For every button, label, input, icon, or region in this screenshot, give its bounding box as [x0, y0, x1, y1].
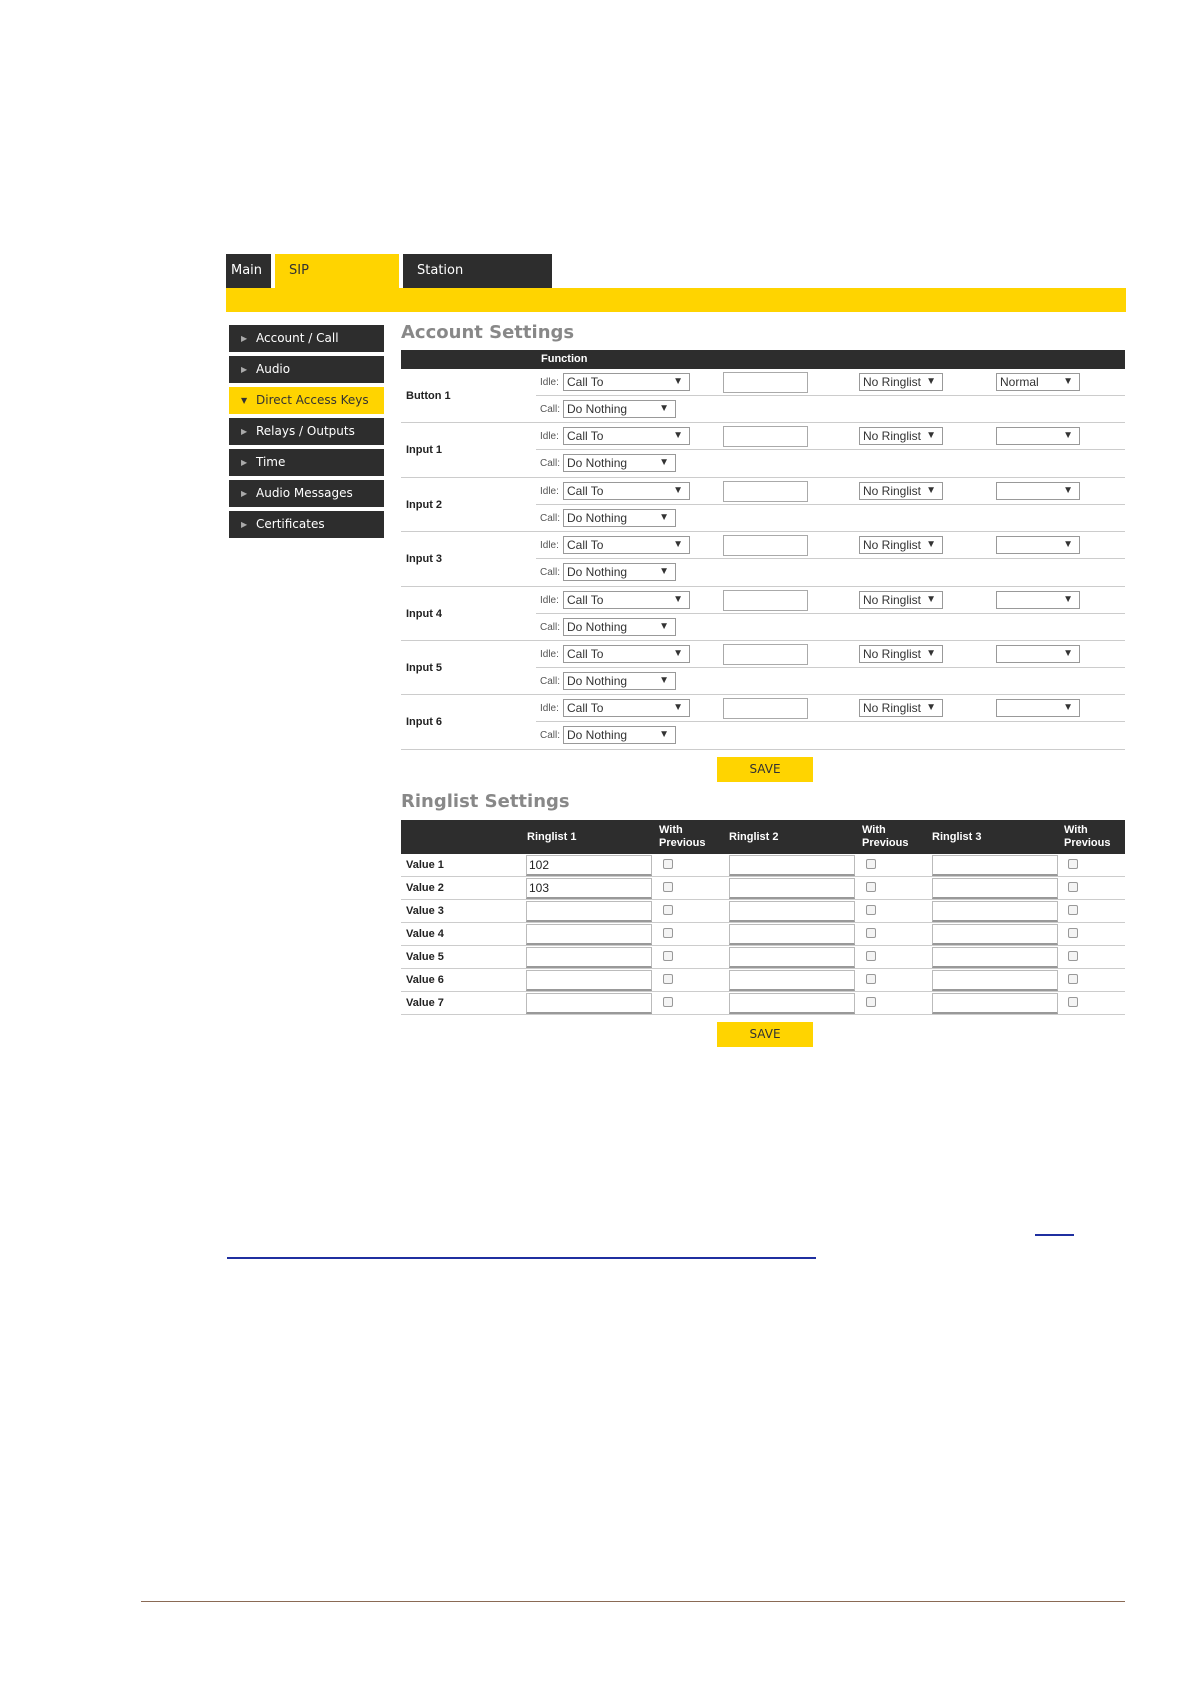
select-value: Call To — [567, 592, 604, 607]
select-value: No Ringlist — [863, 375, 922, 389]
ringlist-1-input[interactable] — [526, 993, 652, 1014]
idle-line — [536, 532, 1125, 559]
ringlist-1-input[interactable] — [526, 924, 652, 945]
ringlist-row — [401, 946, 1125, 969]
priority-select[interactable] — [996, 373, 1080, 391]
chevron-right-icon: ▶ — [241, 458, 248, 467]
dropdown-caret-icon: ▼ — [659, 729, 669, 741]
with-previous-2-checkbox[interactable] — [866, 859, 876, 869]
account-row — [401, 423, 1125, 477]
dropdown-caret-icon: ▼ — [659, 403, 669, 414]
idle-line — [536, 587, 1125, 614]
function-header: Function — [401, 350, 1125, 369]
tab-sip-configuration[interactable]: SIP — [275, 254, 399, 288]
idle-function-select[interactable] — [563, 591, 690, 609]
call-line — [536, 505, 1125, 532]
idle-function-select[interactable] — [563, 482, 690, 500]
priority-select[interactable] — [996, 591, 1080, 609]
with-previous-1-header: With Previous — [659, 824, 706, 849]
dropdown-caret-icon: ▼ — [926, 702, 936, 714]
dropdown-caret-icon: ▼ — [926, 647, 936, 659]
main-tabs — [226, 254, 556, 288]
account-row — [401, 532, 1125, 586]
ringlist-row — [401, 877, 1125, 900]
ringlist-2-input[interactable] — [729, 878, 855, 899]
ringlist-row — [401, 900, 1125, 923]
sidebar-item-time[interactable] — [229, 449, 384, 476]
with-previous-3-checkbox[interactable] — [1068, 905, 1078, 915]
priority-select[interactable] — [996, 645, 1080, 663]
ringlist-3-header: Ringlist 3 — [932, 830, 982, 843]
with-previous-2-checkbox[interactable] — [866, 951, 876, 961]
sidebar-item-account-call[interactable] — [229, 325, 384, 352]
dropdown-caret-icon: ▼ — [1063, 430, 1073, 442]
tab-underbar — [226, 288, 1126, 312]
call-prefix: Call: — [540, 621, 561, 633]
call-function-select[interactable] — [563, 454, 676, 472]
idle-function-select[interactable] — [563, 645, 690, 663]
sidebar-item-label: Audio Messages — [256, 486, 353, 500]
sidebar-item-label: Account / Call — [256, 331, 339, 345]
account-save-button[interactable]: SAVE — [717, 757, 813, 782]
chevron-down-icon: ▼ — [241, 396, 248, 405]
select-value: Do Nothing — [567, 402, 628, 416]
with-previous-2-checkbox[interactable] — [866, 974, 876, 984]
dropdown-caret-icon: ▼ — [926, 376, 936, 387]
ringlist-select[interactable] — [859, 536, 943, 554]
with-previous-3-checkbox[interactable] — [1068, 882, 1078, 892]
row-label: Value 1 — [406, 859, 444, 871]
chevron-right-icon: ▶ — [241, 489, 248, 498]
with-previous-1-checkbox[interactable] — [663, 928, 673, 938]
with-previous-1-checkbox[interactable] — [663, 882, 673, 892]
call-prefix: Call: — [540, 567, 561, 579]
select-value: Do Nothing — [567, 619, 628, 634]
sidebar-item-label: Audio — [256, 362, 291, 376]
select-value: No Ringlist — [863, 429, 922, 444]
ringlist-1-input[interactable] — [526, 901, 652, 922]
chevron-right-icon: ▶ — [241, 520, 248, 529]
ringlist-row — [401, 969, 1125, 992]
chevron-right-icon: ▶ — [241, 365, 248, 374]
account-settings-table — [401, 350, 1125, 750]
select-value: Call To — [567, 701, 604, 716]
idle-prefix: Idle: — [540, 648, 559, 660]
idle-line — [536, 478, 1125, 505]
sidebar-item-label: Direct Access Keys — [256, 393, 369, 407]
ringlist-3-input[interactable] — [932, 855, 1058, 876]
row-label: Input 3 — [406, 553, 443, 566]
destination-input[interactable] — [723, 535, 808, 556]
ringlist-3-input[interactable] — [932, 878, 1058, 899]
destination-input[interactable] — [723, 426, 808, 447]
ringlist-select[interactable] — [859, 699, 943, 717]
sidebar — [229, 325, 384, 542]
dropdown-caret-icon: ▼ — [673, 593, 683, 605]
hyperlink-underline[interactable] — [227, 1257, 816, 1259]
ringlist-1-input[interactable]: 102 — [526, 855, 652, 876]
ringlist-2-input[interactable] — [729, 947, 855, 968]
ringlist-2-input[interactable] — [729, 970, 855, 991]
tab-station-administration[interactable]: Station — [403, 254, 552, 288]
destination-input[interactable] — [723, 698, 808, 719]
select-value: Call To — [567, 375, 604, 389]
row-label: Input 5 — [406, 661, 443, 674]
idle-line — [536, 641, 1125, 668]
priority-select[interactable] — [996, 427, 1080, 445]
idle-prefix: Idle: — [540, 540, 559, 552]
dropdown-caret-icon: ▼ — [659, 674, 669, 686]
call-function-select[interactable] — [563, 672, 676, 690]
call-function-select[interactable] — [563, 618, 676, 636]
row-label: Input 4 — [406, 607, 443, 620]
ringlist-select[interactable] — [859, 427, 943, 445]
with-previous-2-header: With Previous — [862, 824, 909, 849]
ringlist-1-input[interactable] — [526, 970, 652, 991]
ringlist-3-input[interactable] — [932, 947, 1058, 968]
destination-input[interactable] — [723, 372, 808, 393]
footer-divider — [141, 1601, 1125, 1602]
select-value: Do Nothing — [567, 456, 628, 471]
chevron-right-icon: ▶ — [241, 334, 248, 343]
dropdown-caret-icon: ▼ — [1063, 484, 1073, 496]
call-line — [536, 668, 1125, 695]
ringlist-select[interactable] — [859, 482, 943, 500]
dropdown-caret-icon: ▼ — [673, 484, 683, 496]
ringlist-1-input[interactable] — [526, 947, 652, 968]
dropdown-caret-icon: ▼ — [926, 484, 936, 496]
ringlist-row — [401, 854, 1125, 877]
ringlist-2-header: Ringlist 2 — [729, 830, 779, 843]
call-line — [536, 396, 1125, 423]
with-previous-3-checkbox[interactable] — [1068, 974, 1078, 984]
row-label: Value 5 — [406, 951, 444, 963]
ringlist-table — [401, 820, 1125, 1015]
dropdown-caret-icon: ▼ — [659, 511, 669, 523]
ringlist-select[interactable] — [859, 373, 943, 391]
sidebar-item-audio-messages[interactable] — [229, 480, 384, 507]
call-function-select[interactable] — [563, 509, 676, 527]
dropdown-caret-icon: ▼ — [673, 430, 683, 442]
row-label: Input 6 — [406, 716, 443, 729]
select-value: Normal — [1000, 375, 1039, 389]
tab-main[interactable]: Main — [226, 254, 271, 288]
priority-select[interactable] — [996, 482, 1080, 500]
call-prefix: Call: — [540, 404, 561, 415]
dropdown-caret-icon: ▼ — [926, 430, 936, 442]
ringlist-3-input[interactable] — [932, 901, 1058, 922]
ringlist-3-input[interactable] — [932, 993, 1058, 1014]
call-prefix: Call: — [540, 675, 561, 687]
ringlist-header — [401, 820, 1125, 854]
select-value: No Ringlist — [863, 646, 922, 661]
with-previous-3-header: With Previous — [1064, 824, 1111, 849]
call-function-select[interactable] — [563, 400, 676, 418]
ringlist-1-input[interactable]: 103 — [526, 878, 652, 899]
ringlist-select[interactable] — [859, 591, 943, 609]
select-value: Call To — [567, 538, 604, 553]
call-line — [536, 559, 1125, 586]
dropdown-caret-icon: ▼ — [659, 566, 669, 578]
dropdown-caret-icon: ▼ — [1063, 647, 1073, 659]
sidebar-item-audio[interactable] — [229, 356, 384, 383]
priority-select[interactable] — [996, 699, 1080, 717]
account-row — [401, 587, 1125, 641]
ringlist-save-button[interactable]: SAVE — [717, 1022, 813, 1047]
select-value: Call To — [567, 483, 604, 498]
dropdown-caret-icon: ▼ — [673, 702, 683, 714]
ringlist-2-input[interactable] — [729, 901, 855, 922]
row-label: Input 2 — [406, 498, 443, 511]
select-value: Call To — [567, 646, 604, 661]
destination-input[interactable] — [723, 590, 808, 611]
with-previous-1-checkbox[interactable] — [663, 859, 673, 869]
sidebar-item-relays-outputs[interactable] — [229, 418, 384, 445]
sidebar-item-label: Certificates — [256, 517, 325, 531]
sidebar-item-direct-access-keys[interactable] — [229, 387, 384, 414]
ringlist-3-input[interactable] — [932, 924, 1058, 945]
dropdown-caret-icon: ▼ — [659, 457, 669, 469]
idle-prefix: Idle: — [540, 594, 559, 606]
with-previous-1-checkbox[interactable] — [663, 905, 673, 915]
dropdown-caret-icon: ▼ — [1063, 702, 1073, 714]
ringlist-select[interactable] — [859, 645, 943, 663]
call-prefix: Call: — [540, 730, 561, 742]
priority-select[interactable] — [996, 536, 1080, 554]
dropdown-caret-icon: ▼ — [1063, 593, 1073, 605]
call-prefix: Call: — [540, 458, 561, 470]
sidebar-item-label: Time — [256, 455, 286, 469]
account-row — [401, 641, 1125, 695]
account-row — [401, 478, 1125, 532]
dropdown-caret-icon: ▼ — [1063, 376, 1073, 387]
call-line — [536, 450, 1125, 477]
select-value: Do Nothing — [567, 728, 628, 743]
call-function-select[interactable] — [563, 726, 676, 744]
ringlist-2-input[interactable] — [729, 993, 855, 1014]
with-previous-2-checkbox[interactable] — [866, 882, 876, 892]
row-label: Value 7 — [406, 997, 444, 1009]
idle-line — [536, 695, 1125, 722]
select-value: Call To — [567, 429, 604, 444]
select-value: No Ringlist — [863, 592, 922, 607]
account-settings-title: Account Settings — [401, 322, 575, 343]
ringlist-settings-title: Ringlist Settings — [401, 791, 570, 812]
ringlist-row — [401, 992, 1125, 1015]
row-label: Button 1 — [406, 390, 451, 402]
row-label: Value 6 — [406, 974, 444, 986]
with-previous-1-checkbox[interactable] — [663, 997, 673, 1007]
ringlist-1-header: Ringlist 1 — [527, 830, 577, 843]
row-label: Value 4 — [406, 928, 444, 940]
row-label: Input 1 — [406, 444, 443, 457]
dropdown-caret-icon: ▼ — [673, 647, 683, 659]
with-previous-2-checkbox[interactable] — [866, 905, 876, 915]
idle-prefix: Idle: — [540, 377, 559, 388]
idle-prefix: Idle: — [540, 703, 559, 715]
dropdown-caret-icon: ▼ — [673, 376, 683, 387]
idle-prefix: Idle: — [540, 431, 559, 443]
dropdown-caret-icon: ▼ — [926, 593, 936, 605]
idle-function-select[interactable] — [563, 536, 690, 554]
with-previous-3-checkbox[interactable] — [1068, 928, 1078, 938]
destination-input[interactable] — [723, 481, 808, 502]
select-value: No Ringlist — [863, 538, 922, 553]
with-previous-3-checkbox[interactable] — [1068, 997, 1078, 1007]
dropdown-caret-icon: ▼ — [1063, 539, 1073, 551]
ringlist-2-input[interactable] — [729, 924, 855, 945]
select-value: Do Nothing — [567, 565, 628, 580]
ringlist-row — [401, 923, 1125, 946]
idle-function-select[interactable] — [563, 427, 690, 445]
select-value: No Ringlist — [863, 483, 922, 498]
select-value: No Ringlist — [863, 701, 922, 716]
row-label: Value 3 — [406, 905, 444, 917]
hyperlink-underline[interactable] — [1035, 1234, 1074, 1236]
dropdown-caret-icon: ▼ — [673, 539, 683, 551]
call-line — [536, 614, 1125, 641]
with-previous-2-checkbox[interactable] — [866, 997, 876, 1007]
call-function-select[interactable] — [563, 563, 676, 581]
with-previous-1-checkbox[interactable] — [663, 951, 673, 961]
row-label: Value 2 — [406, 882, 444, 894]
idle-function-select[interactable] — [563, 373, 690, 391]
idle-function-select[interactable] — [563, 699, 690, 717]
ringlist-2-input[interactable] — [729, 855, 855, 876]
call-prefix: Call: — [540, 512, 561, 524]
sidebar-item-label: Relays / Outputs — [256, 424, 355, 438]
idle-prefix: Idle: — [540, 485, 559, 497]
sidebar-item-certificates[interactable] — [229, 511, 384, 538]
dropdown-caret-icon: ▼ — [659, 620, 669, 632]
with-previous-2-checkbox[interactable] — [866, 928, 876, 938]
idle-line — [536, 369, 1125, 396]
select-value: Do Nothing — [567, 673, 628, 688]
call-line — [536, 722, 1125, 749]
dropdown-caret-icon: ▼ — [926, 539, 936, 551]
with-previous-3-checkbox[interactable] — [1068, 859, 1078, 869]
chevron-right-icon: ▶ — [241, 427, 248, 436]
destination-input[interactable] — [723, 644, 808, 665]
ringlist-3-input[interactable] — [932, 970, 1058, 991]
with-previous-3-checkbox[interactable] — [1068, 951, 1078, 961]
account-row — [401, 369, 1125, 423]
account-row — [401, 695, 1125, 749]
select-value: Do Nothing — [567, 510, 628, 525]
with-previous-1-checkbox[interactable] — [663, 974, 673, 984]
idle-line — [536, 423, 1125, 450]
